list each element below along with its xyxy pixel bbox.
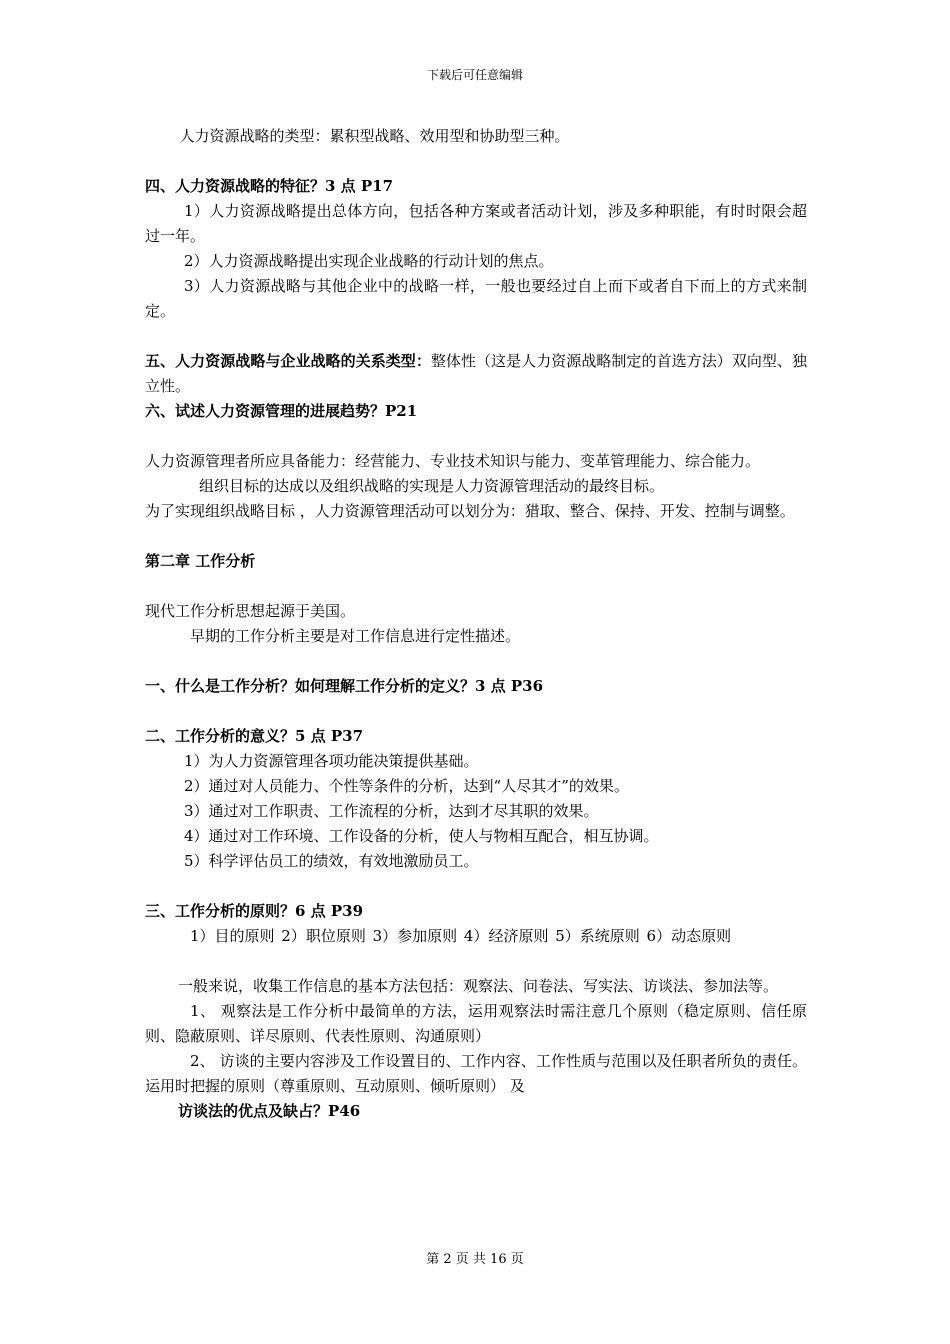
heading-interview-pros-cons: 访谈法的优点及缺占？P46 xyxy=(178,1102,361,1120)
heading-q5: 五、人力资源战略与企业战略的关系类型： xyxy=(145,352,431,370)
list-item: 3）人力资源战略与其他企业中的战略一样，一般也要经过自上而下或者自下而上的方式来制定。 xyxy=(145,277,807,320)
paragraph-hr-strategy-types: 人力资源战略的类型：累积型战略、效用型和协助型三种。 xyxy=(179,127,570,145)
list-item: 1）为人力资源管理各项功能决策提供基础。 xyxy=(184,752,479,770)
list-item: 2）人力资源战略提出实现企业战略的行动计划的焦点。 xyxy=(184,252,554,270)
principles-list: 1）目的原则 2）职位原则 3）参加原则 4）经济原则 5）系统原则 6）动态原则 xyxy=(190,927,732,945)
paragraph-observation: 1、 观察法是工作分析中最简单的方法，运用观察法时需注意几个原则（稳定原则、信任原则、隐蔽原则、详尽原则、代表性原则、沟通原则） xyxy=(145,1002,807,1045)
heading-q4: 四、人力资源战略的特征？3 点 P17 xyxy=(145,177,394,195)
list-item: 3）通过对工作职责、工作流程的分析，达到才尽其职的效果。 xyxy=(184,802,599,820)
page-content xyxy=(145,124,807,1124)
paragraph-q5 xyxy=(145,349,807,399)
list-item: 2）通过对人员能力、个性等条件的分析，达到“人尽其才”的效果。 xyxy=(184,777,629,795)
list-item: 1）人力资源战略提出总体方向，包括各种方案或者活动计划，涉及多种职能，有时时限会超过一年。 xyxy=(145,202,807,245)
heading-c3: 三、工作分析的原则？6 点 P39 xyxy=(145,902,364,920)
list-item: 4）通过对工作环境、工作设备的分析，使人与物相互配合，相互协调。 xyxy=(184,827,659,845)
list-item: 5）科学评估员工的绩效，有效地激励员工。 xyxy=(184,852,479,870)
heading-c2: 二、工作分析的意义？5 点 P37 xyxy=(145,727,364,745)
chapter-title: 第二章 工作分析 xyxy=(145,552,256,570)
paragraph-origin: 现代工作分析思想起源于美国。 xyxy=(145,602,356,620)
paragraph-activities: 为了实现组织战略目标 ，人力资源管理活动可以划分为：猎取、整合、保持、开发、控制与调整。 xyxy=(145,502,795,520)
page-footer: 第 2 页 共 16 页 xyxy=(426,1252,524,1267)
page-header: 下载后可任意编辑 xyxy=(426,68,523,82)
heading-c1: 一、什么是工作分析？如何理解工作分析的定义？3 点 P36 xyxy=(145,677,544,695)
paragraph-ultimate-goal: 组织目标的达成以及组织战略的实现是人力资源管理活动的最终目标。 xyxy=(199,477,665,495)
paragraph-methods: 一般来说，收集工作信息的基本方法包括：观察法、问卷法、写实法、访谈法、参加法等。 xyxy=(178,977,779,995)
q5-body: 整体性（这是人力资源战略制定的首选方法）双向型、独立性。 xyxy=(145,352,807,395)
paragraph-early-analysis: 早期的工作分析主要是对工作信息进行定性描述。 xyxy=(190,627,521,645)
paragraph-abilities: 人力资源管理者所应具备能力：经营能力、专业技术知识与能力、变革管理能力、综合能力。 xyxy=(145,452,761,470)
heading-q6: 六、试述人力资源管理的进展趋势？P21 xyxy=(145,402,418,420)
paragraph-interview: 2、 访谈的主要内容涉及工作设置目的、工作内容、工作性质与范围以及任职者所负的责任。 运用时把握的原则（尊重原则、互动原则、倾听原则） 及 xyxy=(145,1052,807,1095)
